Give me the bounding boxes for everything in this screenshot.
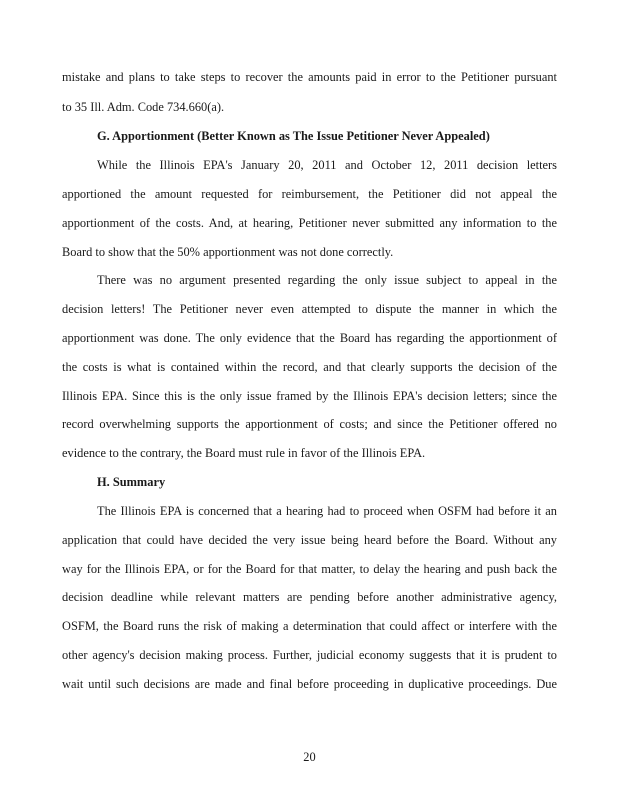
paragraph-line: other agency's decision making process. Further, judicial economy suggests that it is prudent to xyxy=(62,648,557,662)
section-heading-g: G. Apportionment (Better Known as The Issue Petitioner Never Appealed) xyxy=(97,129,490,143)
paragraph-line: evidence to the contrary, the Board must rule in favor of the Illinois EPA. xyxy=(62,446,426,460)
paragraph-line: There was no argument presented regarding the only issue subject to appeal in the xyxy=(97,273,557,287)
paragraph-line: apportionment of the costs. And, at hearing, Petitioner never submitted any information to the xyxy=(62,216,557,230)
paragraph-line: wait until such decisions are made and final before proceeding in duplicative proceedings. Due xyxy=(62,677,557,691)
paragraph-continued-line: to 35 Ill. Adm. Code 734.660(a). xyxy=(62,100,225,114)
paragraph-line: apportioned the amount requested for reimbursement, the Petitioner did not appeal the xyxy=(62,187,557,201)
paragraph-line: apportionment was done. The only evidence that the Board has regarding the apportionment of xyxy=(62,331,557,345)
paragraph-line: way for the Illinois EPA, or for the Board for that matter, to delay the hearing and push back the xyxy=(62,562,557,576)
paragraph-line: Illinois EPA. Since this is the only issue framed by the Illinois EPA's decision letters; since the xyxy=(62,389,557,403)
section-heading-h: H. Summary xyxy=(97,475,166,489)
paragraph-line: Board to show that the 50% apportionment was not done correctly. xyxy=(62,245,394,259)
paragraph-line: record overwhelming supports the apportionment of costs; and since the Petitioner offered no xyxy=(62,417,557,431)
paragraph-line: decision deadline while relevant matters are pending before another administrative agency, xyxy=(62,590,557,604)
paragraph-line: While the Illinois EPA's January 20, 2011 and October 12, 2011 decision letters xyxy=(97,158,557,172)
paragraph-continued-line: mistake and plans to take steps to recover the amounts paid in error to the Petitioner pursuant xyxy=(62,70,557,84)
paragraph-line: application that could have decided the very issue being heard before the Board. Without any xyxy=(62,533,557,547)
paragraph-line: decision letters! The Petitioner never even attempted to dispute the manner in which the xyxy=(62,302,557,316)
page-number: 20 xyxy=(303,750,316,764)
paragraph-line: OSFM, the Board runs the risk of making a determination that could affect or interfere with the xyxy=(62,619,557,633)
paragraph-line: the costs is what is contained within the record, and that clearly supports the decision of the xyxy=(62,360,557,374)
paragraph-line: The Illinois EPA is concerned that a hearing had to proceed when OSFM had before it an xyxy=(97,504,557,518)
